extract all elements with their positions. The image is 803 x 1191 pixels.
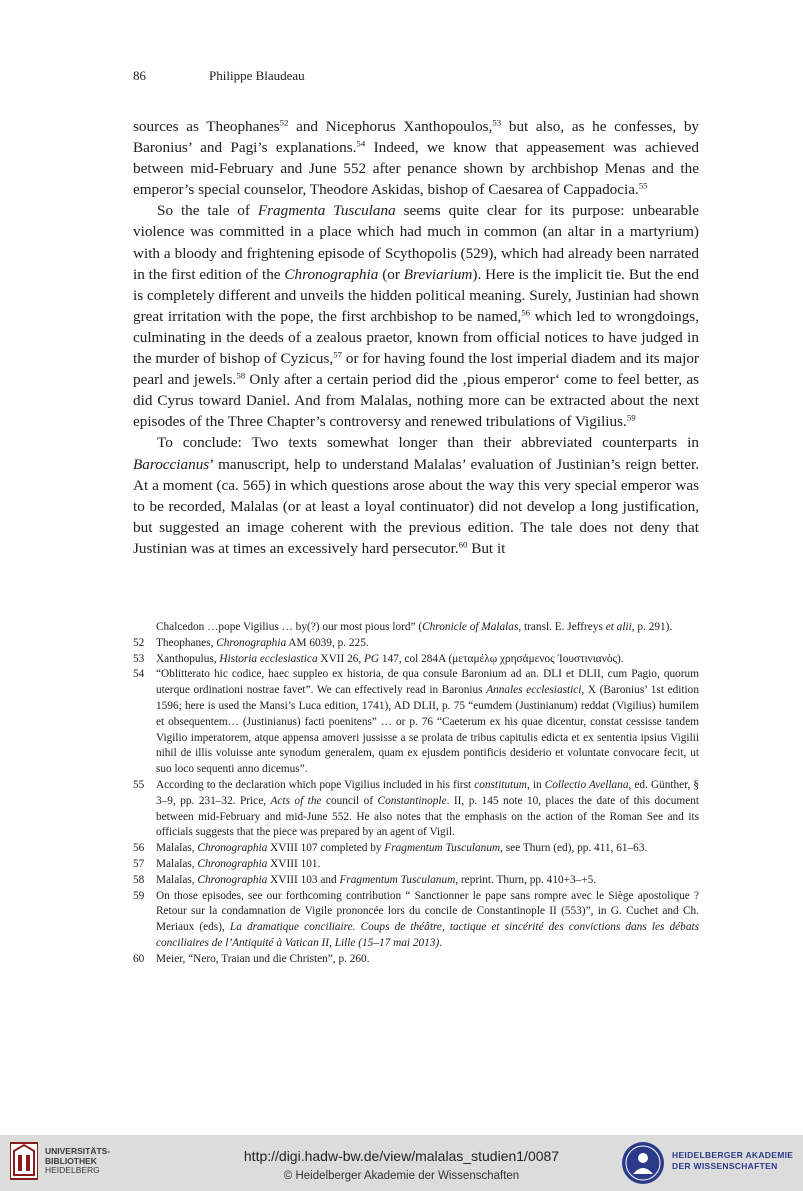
footnote-57: 57 Malalas, Chronographia XVIII 101. bbox=[133, 857, 699, 873]
footnote-58: 58 Malalas, Chronographia XVIII 103 and Fragmentum Tusculanum, reprint. Thurn, pp. 410+3–+5. bbox=[133, 873, 699, 889]
footnote-ref-57[interactable]: 57 bbox=[333, 349, 342, 360]
page-url-link[interactable]: http://digi.hadw-bw.de/view/malalas_studien1/0087 bbox=[243, 1148, 560, 1164]
academy-seal-icon[interactable] bbox=[620, 1140, 666, 1186]
footnote-ref-55[interactable]: 55 bbox=[638, 180, 648, 191]
footnote-59: 59 On those episodes, see our forthcoming contribution “ Sanctionner le pape sans rompre avec le Siège apostolique ? Retour sur la condamnation de Vigile prononcée lors du concile de Constantinople II (553)”, in G. Cuchet and Ch. Meriaux (eds), La dramatique conciliaire. Coups de théâtre, tactique et sincérité des convictions dans les débats conciliaires de l’Antiquité à Vatican II, Lille (15–17 mai 2013). bbox=[133, 889, 699, 949]
university-library-name: UNIVERSITÄTS- BIBLIOTHEK HEIDELBERG bbox=[45, 1146, 111, 1175]
footnotes bbox=[133, 620, 699, 968]
paragraph-1: sources as Theophanes$^{52}$ and Nicephorus Xanthopoulos,$^{53}$ but also, as he confesses, by Baronius’ and Pagi’s explanations.$^{54}$ Indeed, we know that appeasement was achieved between mid-February and June 552 after penance shown by archbishop Menas and the emperor’s special counselor, Theodore Askidas, bishop of Caesarea of Cappadocia.$^{55}$ bbox=[133, 117, 700, 199]
main-text bbox=[133, 116, 699, 559]
footnote-ref-60[interactable]: 60 bbox=[458, 539, 468, 550]
footnote-number: 54 bbox=[133, 668, 145, 681]
footnote-number: 53 bbox=[133, 652, 145, 665]
footnote-number: 58 bbox=[133, 873, 145, 886]
footnote-ref-54[interactable]: 54 bbox=[356, 138, 366, 149]
footnote-number: 60 bbox=[133, 952, 145, 965]
footnote-number: 59 bbox=[133, 889, 145, 902]
footnote-55: 55 According to the declaration which pope Vigilius included in his first constitutum, in Collectio Avellana, ed. Günther, § 3–9, pp. 231–32. Price, Acts of the council of Constantinople. II, p. 145 note 10, places the date of this document between mid-February and mid-June 552. He also notes that the emphasis on the action of the Roman See and its officials suggests that the piece was prepared by an agent of Vigil. bbox=[133, 778, 699, 839]
footnote-ref-52[interactable]: 52 bbox=[279, 117, 289, 128]
footnote-53: 53 Xanthopulus, Historia ecclesiastica XVII 26, PG 147, col 284A (μεταμέλῳ χρησάμενος Ἰουστινιανὸς). bbox=[133, 652, 699, 668]
paragraph-3: To conclude: Two texts somewhat longer than their abbreviated counterparts in Baroccianus’ manuscript, help to understand Malalas’ evaluation of Justinian’s reign better. At a moment (ca. 565) in which questions arose about the way this very special emperor was to be recorded, Malalas (or at least a loyal continuator) did not develop a long justification, but suggested an image coherent with the previous edition. The tale does not deny that Justinian was at times an excessively hard persecutor.$^{60}$ But it bbox=[133, 434, 699, 557]
footnote-52: 52 Theophanes, Chronographia AM 6039, p. 225. bbox=[133, 636, 699, 652]
footnote-number: 52 bbox=[133, 636, 145, 649]
footnote-number: 56 bbox=[133, 842, 145, 855]
copyright-notice: © Heidelberger Akademie der Wissenschaften bbox=[283, 1170, 520, 1182]
paragraph-2: So the tale of Fragmenta Tusculana seems quite clear for its purpose: unbearable violence was committed in a place which had much in common (an altar in a martyrium) with a bloody and frightening episode of Scythopolis (529), which had already been narrated in the first edition of the Chronographia (or Breviarium). Here is the implicit tie. But the end is completely different and unveils the hidden political meaning. Surely, Justinian had shown great irritation with the pope, the first archbishop to be named,$^{56}$ which led to wrongdoings, culminating in the deeds of a zealous praetor, known from official notices to have judged in the murder of bishop of Cyzicus,$^{57}$ or for having found the lost imperial diadem and its major pearl and jewels.$^{58}$ Only after a certain period did the ‚pious emperor‘ come to feel better, as did Cyrus toward Daniel. And from Malalas, nothing more can be extracted about the next episodes of the Three Chapter’s controversy and renewed tribulations of Vigilius.$^{59}$ bbox=[133, 202, 700, 431]
footnote-54: 54 “Oblitterato hic codice, haec suppleo ex historia, de qua consule Baronium ad an. DLI et DLII, cum Pagio, quorum uterque ordinationi nostrae favet”. We can effectively read in Baronius Annales ecclesiastici, X (Baronius’ 1st edition 1596; here is used the Mansi’s Luca edition, 1741), AD DLII, p. 75 “eumdem (Justinianum) reddat (Vigilius) humilem et obsequentem… (Justinianus) facti poenitens” … or p. 76 “Caeterum ex his quae dicentur, constat cessisse tandem Vigilio imperatorem, atque appensa amoveri jussisse a se prolata de tribus capitulis edicta et ex sententia ipsius Vigilii nihil de illis voluisse ante synodum generalem, quam ex ejusdem pontificis desiderio et voluntate convocare fecit, ut suo loco sequenti anno dicemus”. bbox=[133, 668, 699, 776]
footnote-56: 56 Malalas, Chronographia XVIII 107 completed by Fragmentum Tusculanum, see Thurn (ed), pp. 411, 61–63. bbox=[133, 841, 699, 857]
footer-bar bbox=[0, 1135, 803, 1191]
footnote-ref-56[interactable]: 56 bbox=[521, 307, 531, 318]
footnote-ref-59[interactable]: 59 bbox=[626, 412, 636, 423]
running-head-author: Philippe Blaudeau bbox=[209, 68, 305, 83]
footnote-ref-58[interactable]: 58 bbox=[236, 370, 246, 381]
footnote-ref-53[interactable]: 53 bbox=[492, 117, 502, 128]
academy-name: HEIDELBERGER AKADEMIE DER WISSENSCHAFTEN bbox=[672, 1150, 794, 1171]
footnote-number: 55 bbox=[133, 778, 145, 791]
footnote-number: 57 bbox=[133, 857, 145, 870]
page-number: 86 bbox=[133, 68, 146, 83]
footnote-continuation: Chalcedon …pope Vigilius … by(?) our most pious lord” (Chronicle of Malalas, transl. E. Jeffreys et alii, p. 291). bbox=[156, 621, 673, 633]
running-header bbox=[133, 68, 305, 84]
footnote-60: 60 Meier, “Nero, Traian und die Christen”, p. 260. bbox=[133, 952, 699, 968]
